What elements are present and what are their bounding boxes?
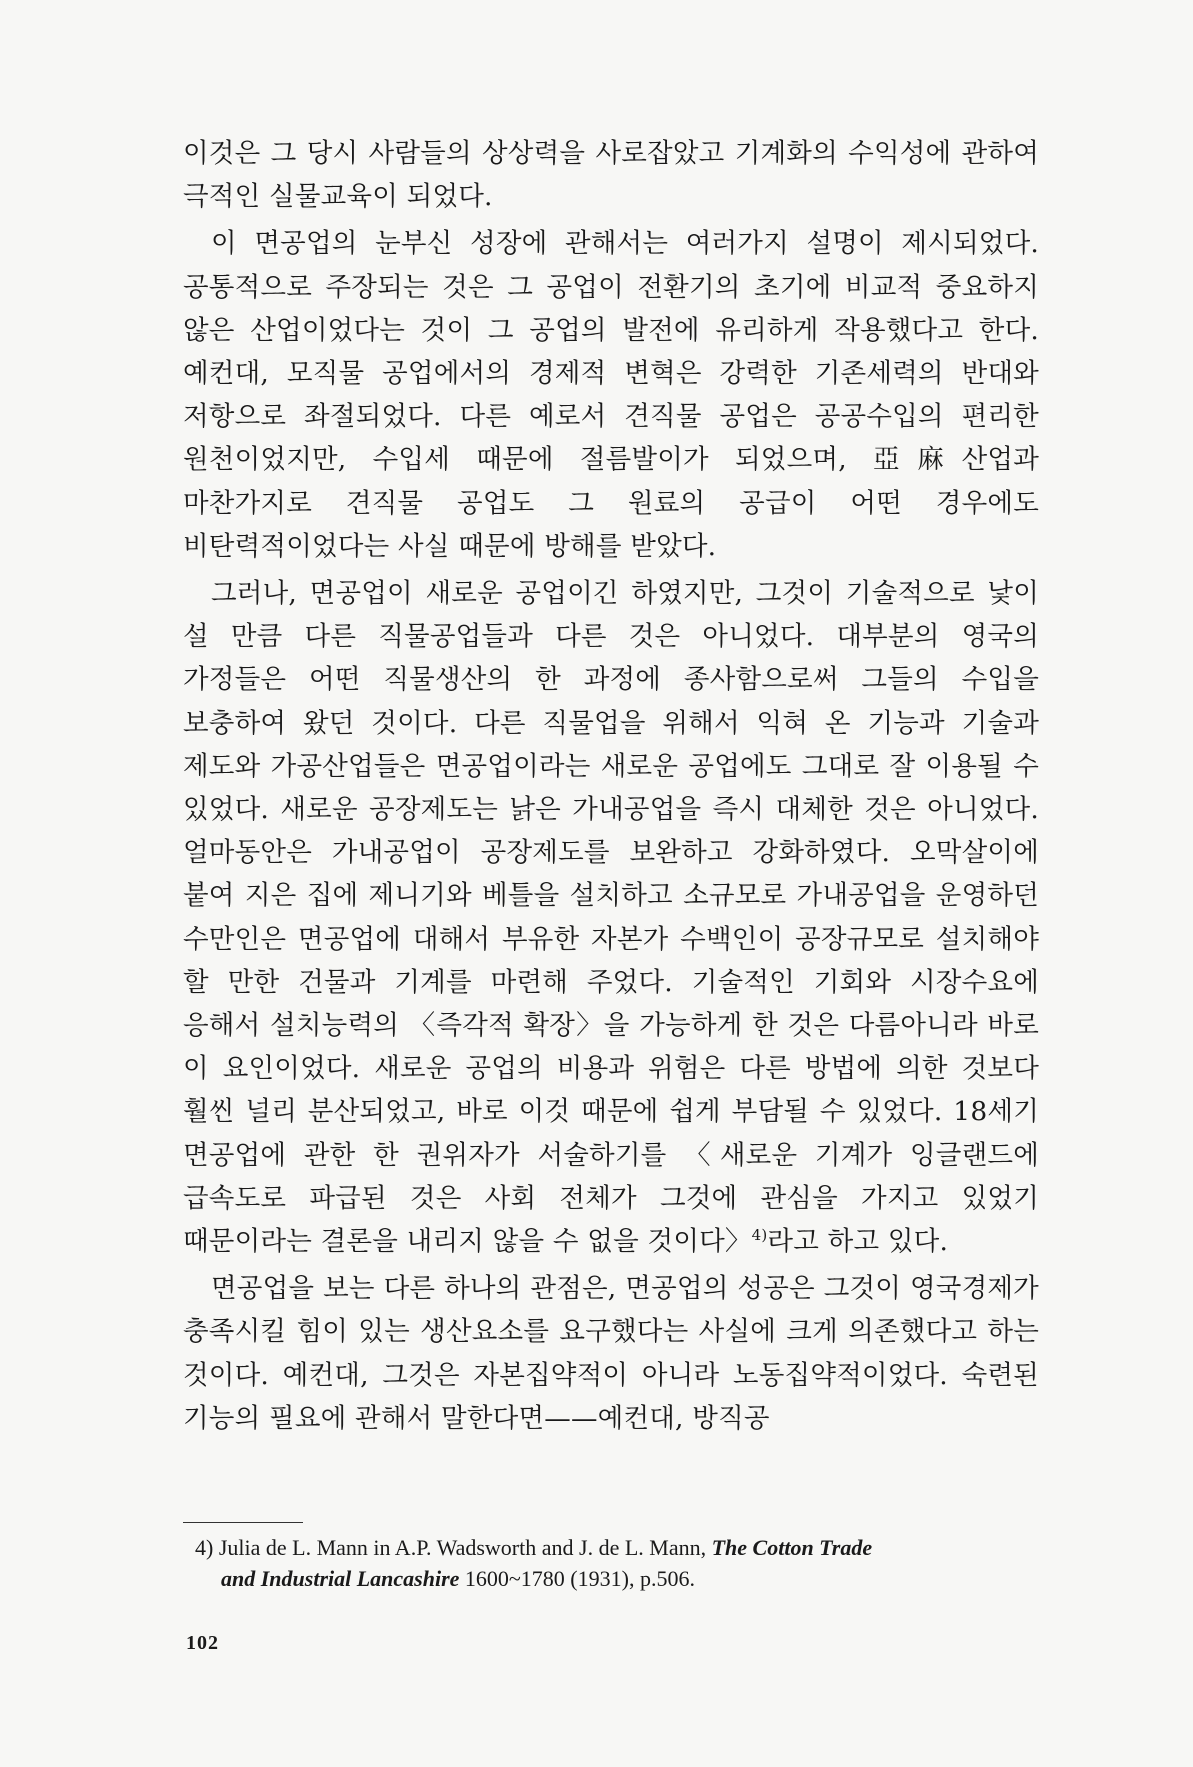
footnote-title-part-2: and Industrial Lancashire	[221, 1566, 460, 1591]
footnote-title-part-1: The Cotton Trade	[711, 1535, 873, 1560]
paragraph-4: 면공업을 보는 다른 하나의 관점은, 면공업의 성공은 그것이 영국경제가 충족시킬 힘이 있는 생산요소를 요구했다는 사실에 크게 의존했다고 하는 것이다. 예컨대, 그것은 자본집약적이 아니라 노동집약적이었다. 숙련된 기능의 필요에 관해서 말한다면——예컨대, 방직공	[183, 1273, 1039, 1434]
paragraph-3	[183, 572, 1039, 1263]
footnote-reference[interactable]: 4)	[751, 1226, 768, 1245]
page-number: 102	[186, 1632, 219, 1654]
footnote-authors: Julia de L. Mann in A.P. Wadsworth and J. de L. Mann,	[218, 1535, 712, 1560]
footnote	[195, 1532, 1039, 1594]
footnote-line-2	[195, 1563, 1039, 1594]
body-text	[183, 132, 1039, 1444]
footnote-number: 4)	[195, 1535, 214, 1560]
paragraph-3-tail: 라고 하고 있다.	[767, 1226, 949, 1258]
paragraph-3-text: 그러나, 면공업이 새로운 공업이긴 하였지만, 그것이 기술적으로 낯이 설 만큼 다른 직물공업들과 다른 것은 아니었다. 대부분의 영국의 가정들은 어떤 직물생산의 한 과정에 종사함으로써 그들의 수입을 보충하여 왔던 것이다. 다른 직물업을 위해서 익혀 온 기능과 기술과 제도와 가공산업들은 면공업이라는 새로운 공업에도 그대로 잘 이용될 수 있었다. 새로운 공장제도는 낡은 가내공업을 즉시 대체한 것은 아니었다. 얼마동안은 가내공업이 공장제도를 보완하고 강화하였다. 오막살이에 붙여 지은 집에 제니기와 베틀을 설치하고 소규모로 가내공업을 운영하던 수만인은 면공업에 대해서 부유한 자본가 수백인이 공장규모로 설치해야 할 만한 건물과 기계를 마련해 주었다. 기술적인 기회와 시장수요에 응해서 설치능력의 〈즉각적 확장〉을 가능하게 한 것은 다름아니라 바로 이 요인이었다. 새로운 공업의 비용과 위험은 다른 방법에 의한 것보다 훨씬 널리 분산되었고, 바로 이것 때문에 쉽게 부담될 수 있었다. 18세기 면공업에 관한 한 권위자가 서술하기를 〈새로운 기계가 잉글랜드에 급속도로 파급된 것은 사회 전체가 그것에 관심을 가지고 있었기 때문이라는 결론을 내리지 않을 수 없을 것이다〉	[183, 578, 1040, 1258]
paragraph-1: 이것은 그 당시 사람들의 상상력을 사로잡았고 기계화의 수익성에 관하여 극적인 실물교육이 되었다.	[183, 138, 1039, 213]
paragraph-2: 이 면공업의 눈부신 성장에 관해서는 여러가지 설명이 제시되었다. 공통적으로 주장되는 것은 그 공업이 전환기의 초기에 비교적 중요하지 않은 산업이었다는 것이 그 공업의 발전에 유리하게 작용했다고 한다. 예컨대, 모직물 공업에서의 경제적 변혁은 강력한 기존세력의 반대와 저항으로 좌절되었다. 다른 예로서 견직물 공업은 공공수입의 편리한 원천이었지만, 수입세 때문에 절름발이가 되었으며, 亞麻산업과 마찬가지로 견직물 공업도 그 원료의 공급이 어떤 경우에도 비탄력적이었다는 사실 때문에 방해를 받았다.	[183, 228, 1039, 562]
footnote-line-1	[195, 1532, 1039, 1563]
footnote-divider	[183, 1522, 303, 1523]
footnote-publication: 1600~1780 (1931), p.506.	[459, 1566, 695, 1591]
